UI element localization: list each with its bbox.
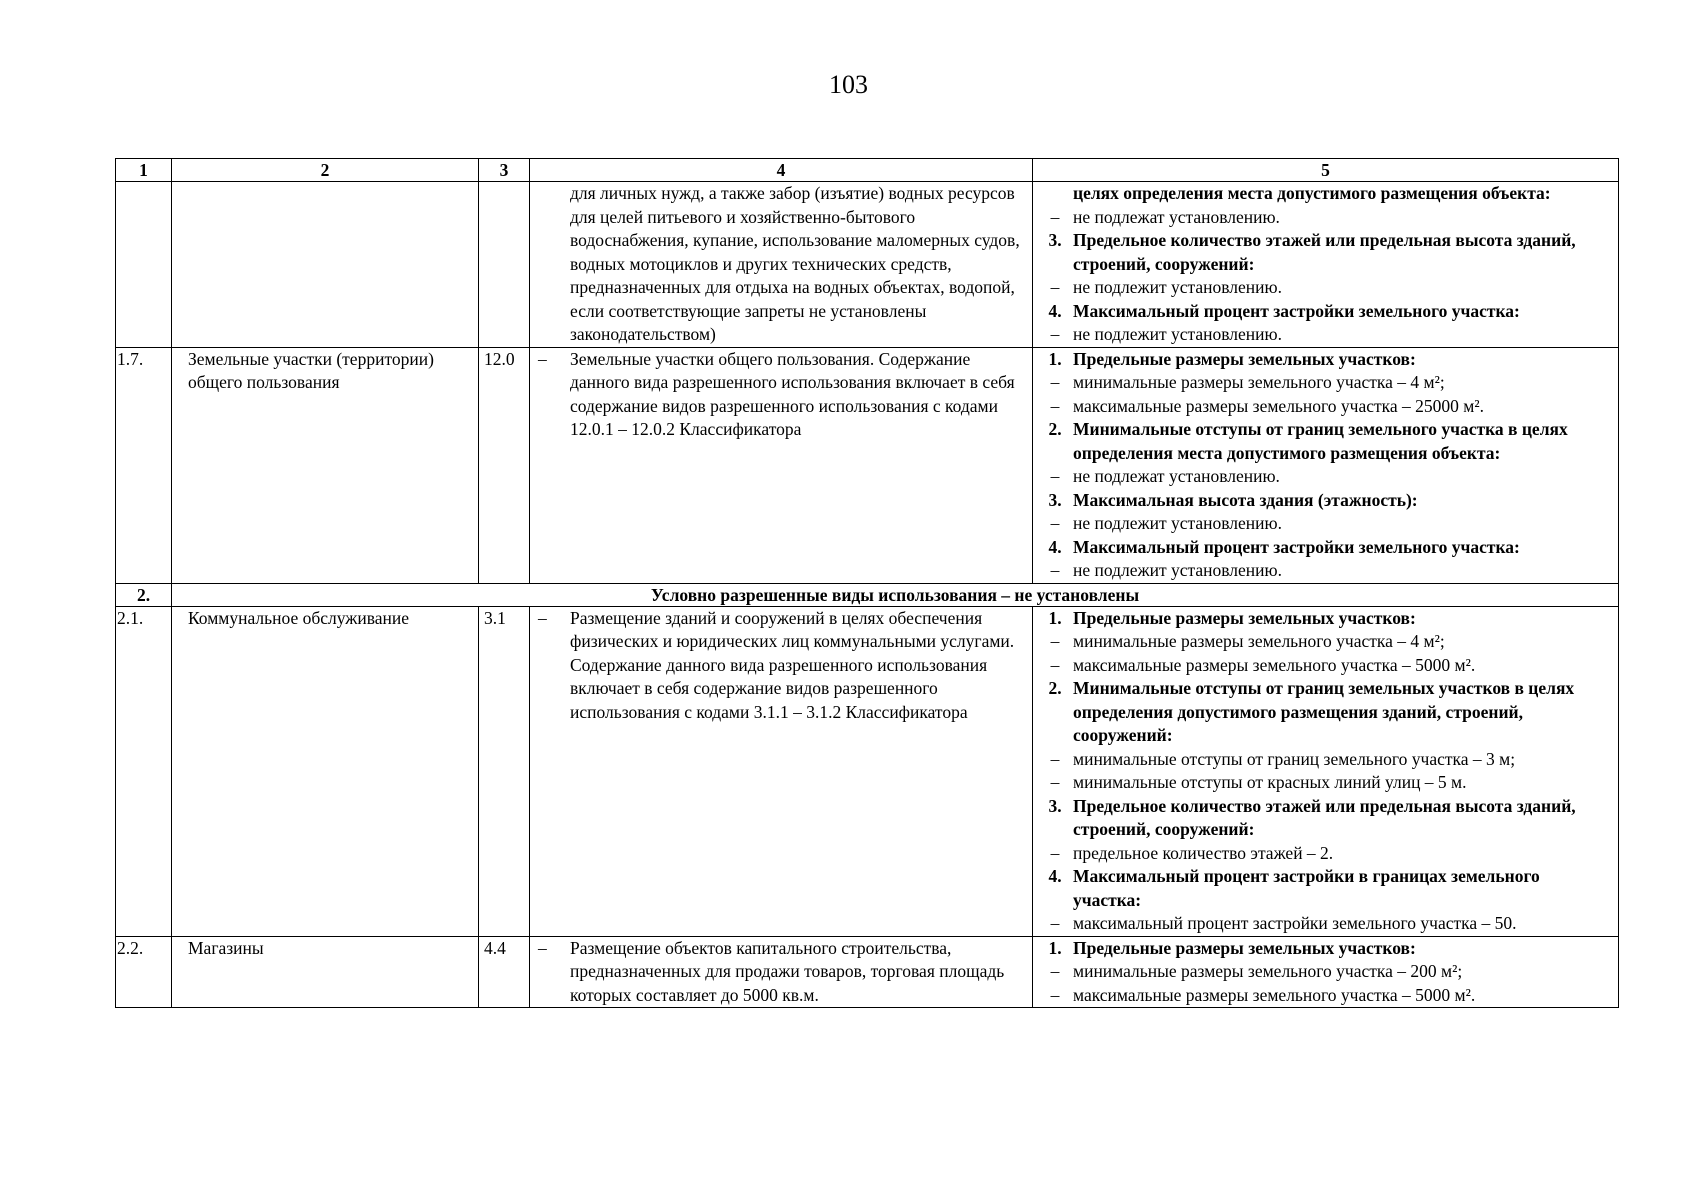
list-marker: 4.: [1048, 866, 1062, 886]
description-text: для личных нужд, а также забор (изъятие) водных ресурсов для целей питьевого и хозяйственно-бытового водоснабжения, купание, использование маломерных судов, водных мотоциклов и других технических средств, предназначенных для отдыха на водных объектах, водопой, если соответствующие запреты не установлены законодательством): [570, 183, 1020, 344]
parameter-text: Предельные размеры земельных участков:: [1073, 348, 1416, 369]
section-number: 2.: [116, 583, 172, 606]
list-marker: –: [1050, 466, 1060, 486]
section-title: Условно разрешенные виды использования – не установлены: [172, 583, 1619, 606]
parameter-text: Предельные размеры земельных участков:: [1073, 607, 1416, 628]
column-header: 5: [1033, 159, 1619, 182]
table-row: [116, 606, 1619, 936]
parameter-value: [1033, 630, 1618, 654]
row-number-cell: [116, 182, 172, 348]
parameter-text: Максимальный процент застройки в границах земельного участка:: [1073, 866, 1540, 910]
regulations-table: [115, 158, 1619, 1008]
table-row: [116, 347, 1619, 583]
parameter-text: Предельные размеры земельных участков:: [1073, 937, 1416, 958]
parameter-text: Максимальный процент застройки земельного участка:: [1073, 300, 1520, 321]
parameter-value: [1033, 276, 1618, 300]
parameter-value: [1033, 323, 1618, 347]
parameter-text: целях определения места допустимого размещения объекта:: [1073, 183, 1551, 203]
list-marker: –: [1050, 913, 1060, 933]
description-text: Размещение зданий и сооружений в целях обеспечения физических и юридических лиц коммунальными услугами. Содержание данного вида разрешенного использования включает в себя содержание видов разрешенного использования с кодами 3.1.1 – 3.1.2 Классификатора: [570, 607, 1015, 722]
parameter-heading: [1033, 937, 1618, 961]
parameter-text: не подлежит установлению.: [1073, 513, 1282, 533]
parameter-heading: [1033, 607, 1618, 631]
list-marker: –: [1050, 961, 1060, 981]
row-parameters-cell: [1033, 936, 1619, 1008]
description-text: Земельные участки общего пользования. Содержание данного вида разрешенного использования включает в себя содержание видов разрешенного использования с кодами 12.0.1 – 12.0.2 Классификатора: [570, 348, 1015, 439]
list-marker: 2.: [1048, 678, 1062, 698]
page-number: 103: [829, 70, 868, 99]
parameter-text: максимальные размеры земельного участка – 5000 м².: [1073, 984, 1476, 1005]
list-marker: –: [1050, 206, 1060, 227]
list-marker: –: [1050, 748, 1060, 769]
parameter-value: [1033, 748, 1618, 772]
row-code-cell: [479, 182, 530, 348]
parameter-heading: [1033, 229, 1618, 276]
row-number-cell: 2.1.: [116, 606, 172, 936]
row-name-cell: Земельные участки (территории) общего пользования: [172, 347, 479, 583]
parameter-heading: [1033, 795, 1618, 842]
parameter-value: [1033, 206, 1618, 230]
parameter-heading: [1033, 677, 1618, 748]
table-row: [116, 936, 1619, 1008]
row-code-cell: 12.0: [479, 347, 530, 583]
parameters-list: [1033, 937, 1618, 1008]
description-text: Размещение объектов капитального строительства, предназначенных для продажи товаров, торговая площадь которых составляет до 5000 кв.м.: [570, 937, 1005, 1005]
dash-marker: –: [538, 607, 547, 628]
parameter-text: минимальные отступы от красных линий улиц – 5 м.: [1073, 772, 1467, 792]
row-description-cell: [530, 606, 1033, 936]
table-header-row: [116, 159, 1619, 182]
parameter-heading: [1033, 418, 1618, 465]
parameter-text: Предельное количество этажей или предельная высота зданий, строений, сооружений:: [1073, 230, 1576, 274]
list-marker: –: [1050, 631, 1060, 651]
section-row: [116, 583, 1619, 606]
list-marker: [1033, 182, 1073, 206]
parameter-value: [1033, 465, 1618, 489]
row-parameters-cell: [1033, 182, 1619, 348]
list-marker: –: [1050, 772, 1060, 792]
dash-marker: –: [538, 937, 547, 958]
parameters-list: [1033, 182, 1618, 347]
parameter-value: [1033, 842, 1618, 866]
row-parameters-cell: [1033, 347, 1619, 583]
parameter-text: не подлежат установлению.: [1073, 466, 1280, 486]
parameter-value: [1033, 654, 1618, 678]
list-marker: 3.: [1048, 795, 1062, 816]
parameter-text: Минимальные отступы от границ земельных участков в целях определения допустимого размещения зданий, строений, сооружений:: [1073, 678, 1575, 745]
parameter-heading: [1033, 300, 1618, 324]
list-marker: –: [1050, 654, 1060, 675]
column-header: 1: [116, 159, 172, 182]
column-header: 4: [530, 159, 1033, 182]
parameter-text: предельное количество этажей – 2.: [1073, 842, 1334, 863]
table-row: [116, 182, 1619, 348]
list-marker: –: [1050, 513, 1060, 533]
row-parameters-cell: [1033, 606, 1619, 936]
parameter-text: Максимальный процент застройки земельного участка:: [1073, 536, 1520, 557]
parameter-text: минимальные размеры земельного участка – 4 м²;: [1073, 631, 1445, 651]
list-marker: 4.: [1048, 536, 1062, 557]
parameter-value: [1033, 371, 1618, 395]
list-marker: 1.: [1048, 607, 1062, 628]
parameter-heading: [1033, 182, 1618, 206]
list-marker: 1.: [1048, 348, 1062, 369]
list-marker: 2.: [1048, 419, 1062, 439]
dash-marker: –: [538, 348, 547, 369]
parameter-value: [1033, 395, 1618, 419]
column-header: 3: [479, 159, 530, 182]
parameter-value: [1033, 912, 1618, 936]
parameter-value: [1033, 984, 1618, 1008]
parameter-text: Предельное количество этажей или предельная высота зданий, строений, сооружений:: [1073, 795, 1576, 839]
list-marker: 4.: [1048, 300, 1062, 321]
row-code-cell: 3.1: [479, 606, 530, 936]
parameter-text: максимальные размеры земельного участка – 5000 м².: [1073, 654, 1476, 675]
row-description-cell: [530, 347, 1033, 583]
row-name-cell: Магазины: [172, 936, 479, 1008]
parameter-value: [1033, 960, 1618, 984]
parameter-heading: [1033, 348, 1618, 372]
list-marker: 3.: [1048, 230, 1062, 250]
parameters-list: [1033, 348, 1618, 583]
parameter-text: не подлежит установлению.: [1073, 324, 1282, 344]
parameter-text: не подлежит установлению.: [1073, 560, 1282, 580]
row-number-cell: 2.2.: [116, 936, 172, 1008]
parameter-value: [1033, 559, 1618, 583]
parameters-list: [1033, 607, 1618, 936]
parameter-text: минимальные размеры земельного участка – 4 м²;: [1073, 372, 1445, 392]
list-marker: –: [1050, 560, 1060, 580]
parameter-text: минимальные отступы от границ земельного участка – 3 м;: [1073, 748, 1516, 769]
parameter-value: [1033, 512, 1618, 536]
parameter-text: максимальный процент застройки земельного участка – 50.: [1073, 913, 1517, 933]
parameter-text: Минимальные отступы от границ земельного участка в целях определения места допустимого размещения объекта:: [1073, 419, 1568, 463]
parameter-heading: [1033, 536, 1618, 560]
parameter-text: минимальные размеры земельного участка – 200 м²;: [1073, 961, 1463, 981]
list-marker: –: [1050, 842, 1060, 863]
parameter-text: не подлежит установлению.: [1073, 277, 1282, 297]
parameter-text: максимальные размеры земельного участка – 25000 м².: [1073, 395, 1484, 416]
row-name-cell: [172, 182, 479, 348]
list-marker: –: [1050, 324, 1060, 344]
list-marker: –: [1050, 984, 1060, 1005]
list-marker: –: [1050, 277, 1060, 297]
column-header: 2: [172, 159, 479, 182]
row-code-cell: 4.4: [479, 936, 530, 1008]
list-marker: –: [1050, 395, 1060, 416]
parameter-text: Максимальная высота здания (этажность):: [1073, 489, 1418, 510]
parameter-text: не подлежат установлению.: [1073, 206, 1280, 227]
parameter-heading: [1033, 865, 1618, 912]
parameter-heading: [1033, 489, 1618, 513]
list-marker: 3.: [1048, 489, 1062, 510]
row-description-cell: [530, 936, 1033, 1008]
list-marker: 1.: [1048, 937, 1062, 958]
parameter-value: [1033, 771, 1618, 795]
row-description-cell: [530, 182, 1033, 348]
list-marker: –: [1050, 372, 1060, 392]
row-name-cell: Коммунальное обслуживание: [172, 606, 479, 936]
row-number-cell: 1.7.: [116, 347, 172, 583]
